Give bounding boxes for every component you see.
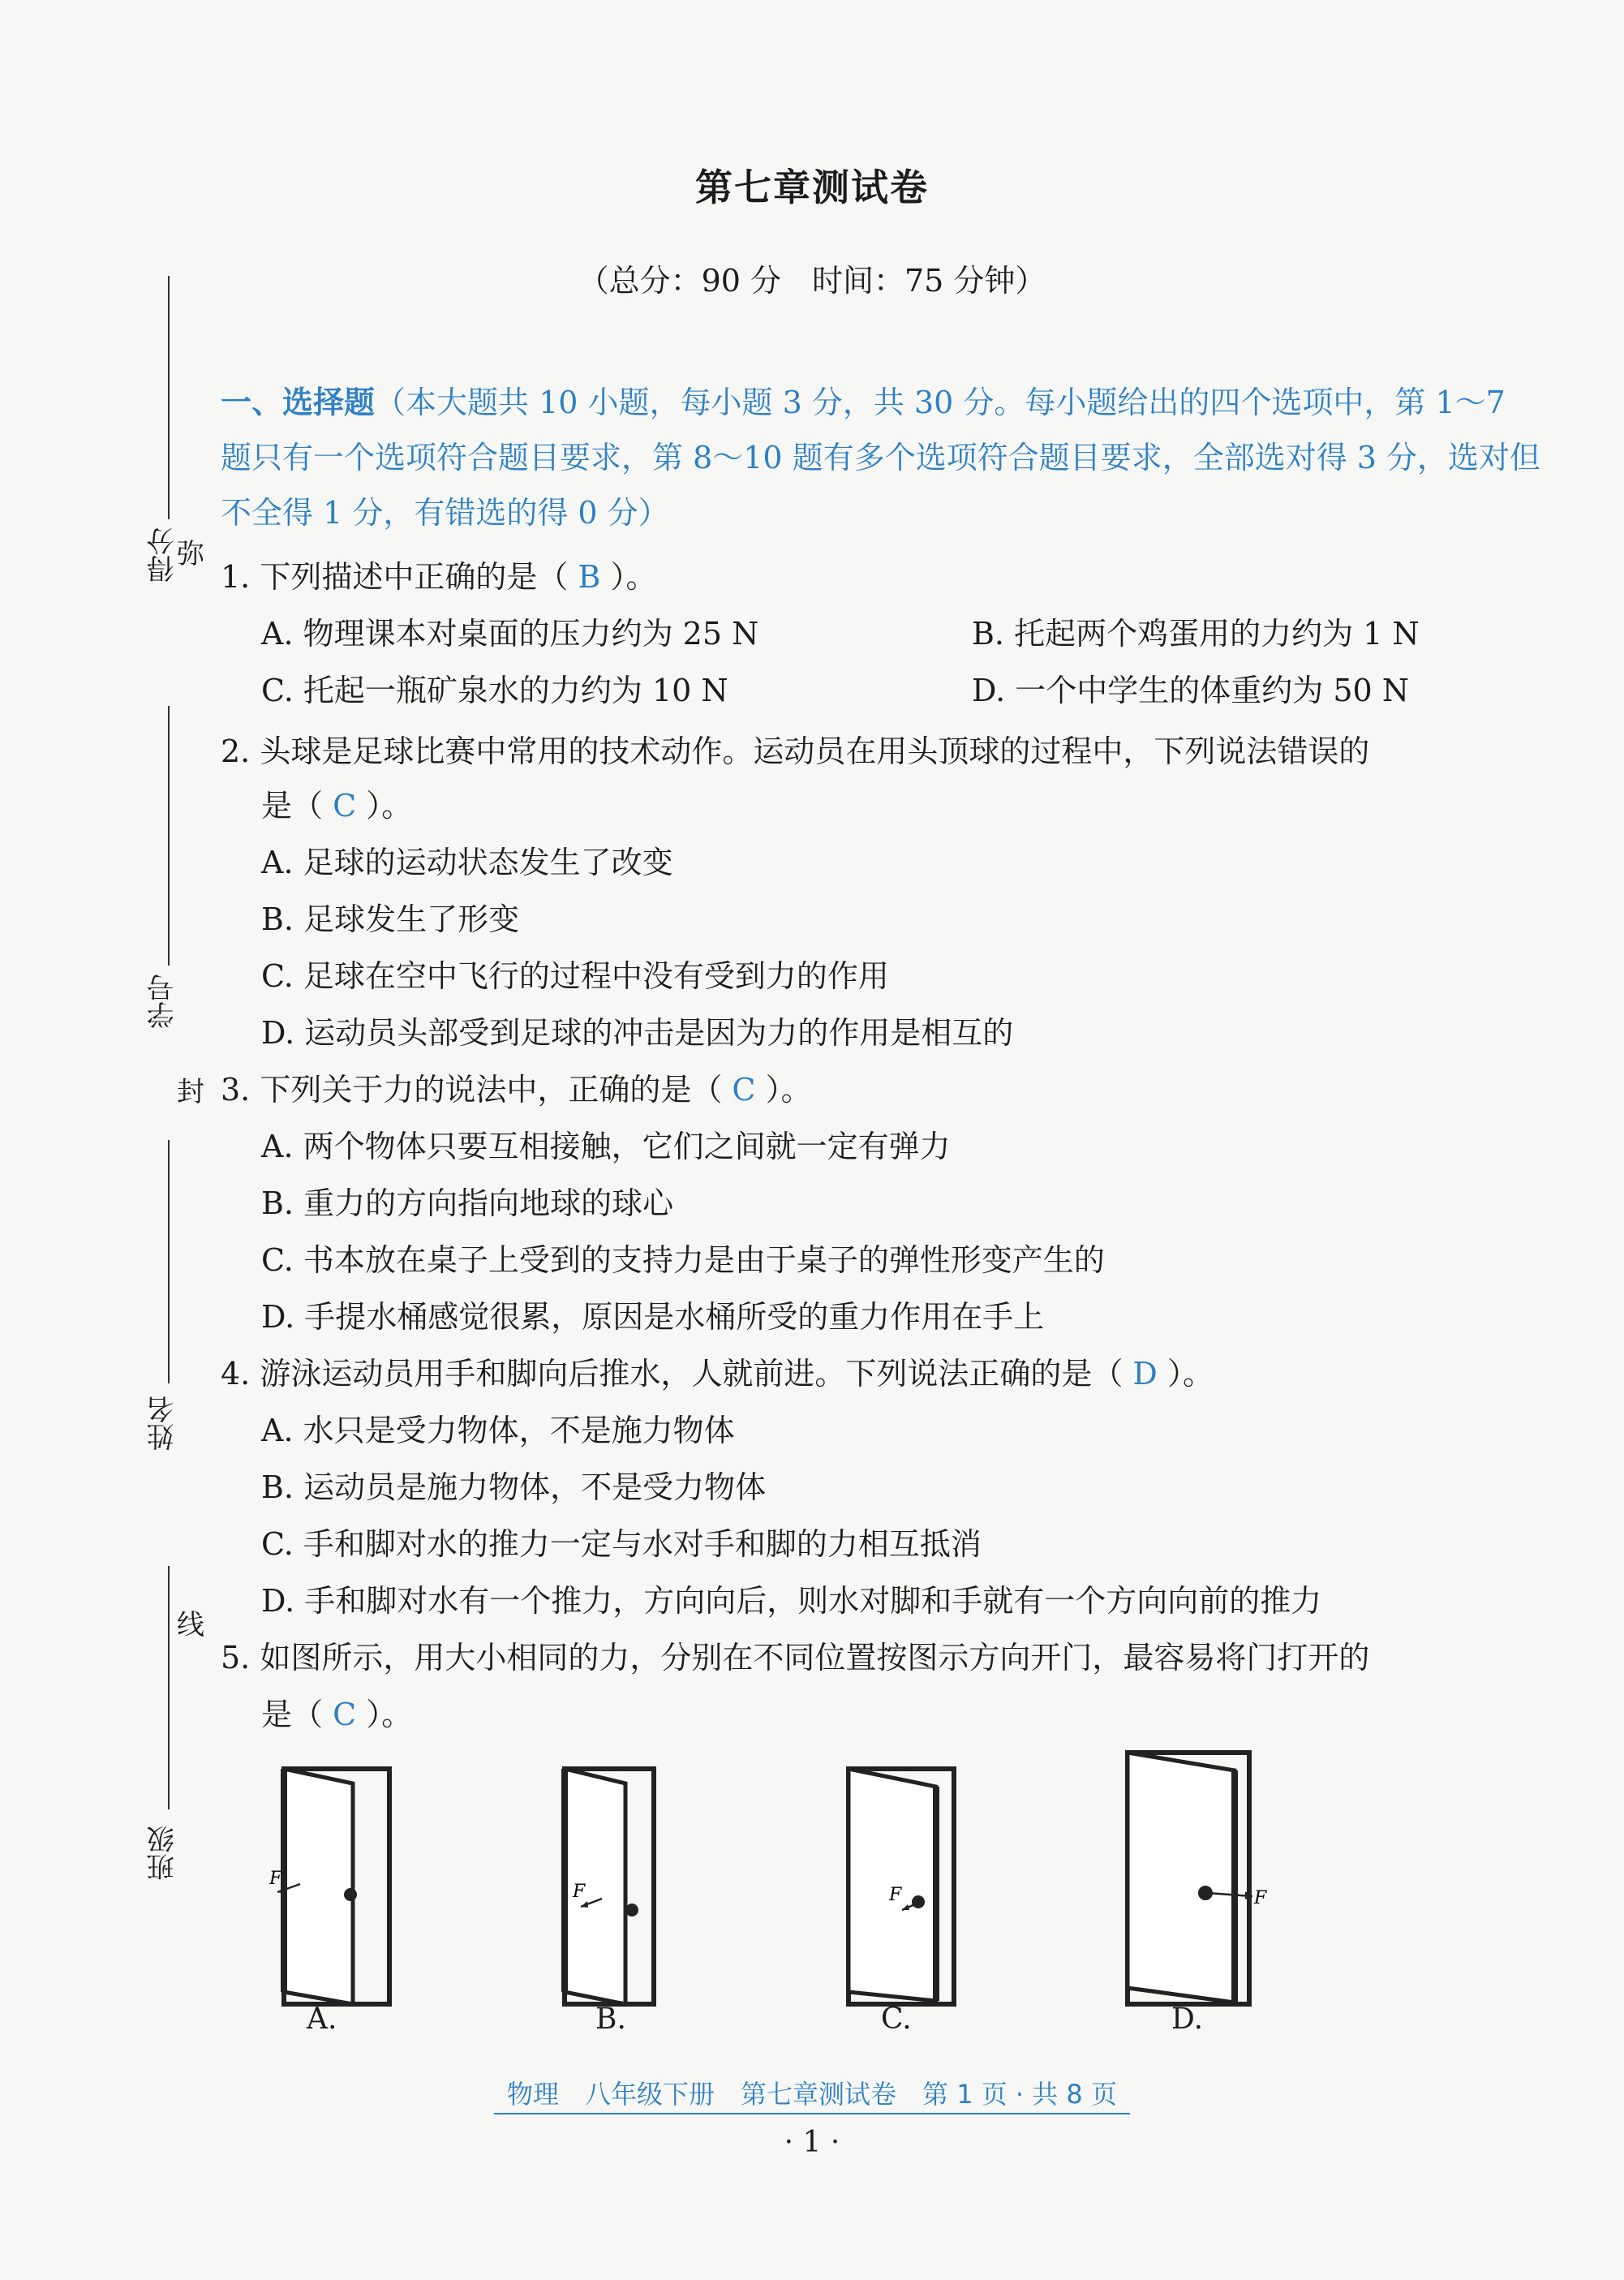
question-1-stem: 1. 下列描述中正确的是（ B ）。 [221, 559, 657, 595]
question-4-option-a: A. 水只是受力物体，不是施力物体 [261, 1413, 735, 1448]
question-3-option-a: A. 两个物体只要互相接触，它们之间就一定有弹力 [261, 1129, 951, 1164]
binding-line [168, 276, 170, 519]
question-3-option-b: B. 重力的方向指向地球的球心 [261, 1185, 674, 1221]
section-instructions: （本大题共 10 小题，每小题 3 分，共 30 分。每小题给出的四个选项中，第 1～7 题只有一个选项符合题目要求，第 8～10 题有多个选项符合题目要求，全部选对得 3 分，选对但不全得 1 分，有错选的得 0 分） [221, 385, 1541, 531]
force-label: F [1254, 1888, 1267, 1908]
force-label: F [889, 1885, 902, 1905]
door-figure-b [548, 1761, 686, 2012]
question-1-option-b: B. 托起两个鸡蛋用的力约为 1 N [972, 616, 1420, 652]
question-2-option-d: D. 运动员头部受到足球的冲击是因为力的作用是相互的 [261, 1015, 1014, 1051]
force-label: F [269, 1869, 282, 1889]
question-2-option-b: B. 足球发生了形变 [261, 901, 520, 937]
question-2-stem-cont: 是（ C ）。 [261, 788, 413, 824]
door-figure-a [268, 1761, 406, 2012]
door-label-b: B. [595, 2003, 626, 2036]
question-1-option-d: D. 一个中学生的体重约为 50 N [972, 673, 1410, 708]
door-figure-c [832, 1761, 970, 2012]
question-4-option-c: C. 手和脚对水的推力一定与水对手和脚的力相互抵消 [261, 1526, 982, 1562]
binding-line [168, 1566, 170, 1809]
question-1-option-c: C. 托起一瓶矿泉水的力约为 10 N [261, 673, 728, 708]
answer-3: C [732, 1072, 756, 1108]
question-1-option-a: A. 物理课本对桌面的压力约为 25 N [261, 616, 759, 652]
door-handle [625, 1904, 638, 1916]
question-4-option-b: B. 运动员是施力物体，不是受力物体 [261, 1469, 767, 1505]
question-4-option-d: D. 手和脚对水有一个推力，方向向后，则水对脚和手就有一个方向向前的推力 [261, 1583, 1322, 1619]
door-handle [344, 1888, 357, 1901]
door-label-c: C. [881, 2003, 912, 2036]
question-5-stem: 5. 如图所示，用大小相同的力，分别在不同位置按图示方向开门，最容易将门打开的 [221, 1640, 1370, 1676]
section-title: 一、选择题 [221, 385, 376, 420]
question-2-stem: 2. 头球是足球比赛中常用的技术动作。运动员在用头顶球的过程中，下列说法错误的 [221, 733, 1370, 769]
door-handle [912, 1895, 925, 1908]
page-subtitle: （总分：90 分 时间：75 分钟） [578, 263, 1046, 299]
page-number: · 1 · [784, 2126, 840, 2159]
question-2-option-c: C. 足球在空中飞行的过程中没有受到力的作用 [261, 958, 889, 994]
page-title: 第七章测试卷 [695, 166, 929, 209]
answer-1: B [578, 559, 601, 595]
seal-char: 封 [177, 1076, 204, 1108]
question-4-stem: 4. 游泳运动员用手和脚向后推水，人就前进。下列说法正确的是（ D ）。 [221, 1356, 1214, 1392]
question-3-stem: 3. 下列关于力的说法中，正确的是（ C ）。 [221, 1072, 812, 1108]
door-figure-d [1113, 1744, 1275, 2012]
answer-2: C [333, 788, 357, 824]
door-label-d: D. [1171, 2003, 1204, 2036]
section-heading [221, 375, 1543, 540]
question-3-option-c: C. 书本放在桌子上受到的支持力是由于桌子的弹性形变产生的 [261, 1242, 1105, 1278]
door-label-a: A. [307, 2003, 337, 2036]
seal-char: 弥 [177, 538, 204, 570]
question-5-stem-cont: 是（ C ）。 [261, 1697, 413, 1732]
margin-label-name: 姓名 [147, 1396, 179, 1451]
margin-label-class: 班级 [147, 1826, 179, 1881]
footer-text: 物理 八年级下册 第七章测试卷 第 1 页 · 共 8 页 [494, 2079, 1130, 2114]
answer-4: D [1132, 1356, 1158, 1392]
seal-char: 线 [177, 1609, 204, 1641]
force-label: F [573, 1882, 586, 1902]
answer-5: C [333, 1697, 357, 1732]
binding-line [168, 706, 170, 966]
question-3-option-d: D. 手提水桶感觉很累，原因是水桶所受的重力作用在手上 [261, 1299, 1045, 1335]
margin-label-student-id: 学号 [147, 974, 179, 1029]
question-2-option-a: A. 足球的运动状态发生了改变 [261, 845, 673, 880]
binding-line [168, 1140, 170, 1383]
page-footer [0, 2074, 1624, 2111]
margin-label-score: 得分 [147, 527, 179, 583]
